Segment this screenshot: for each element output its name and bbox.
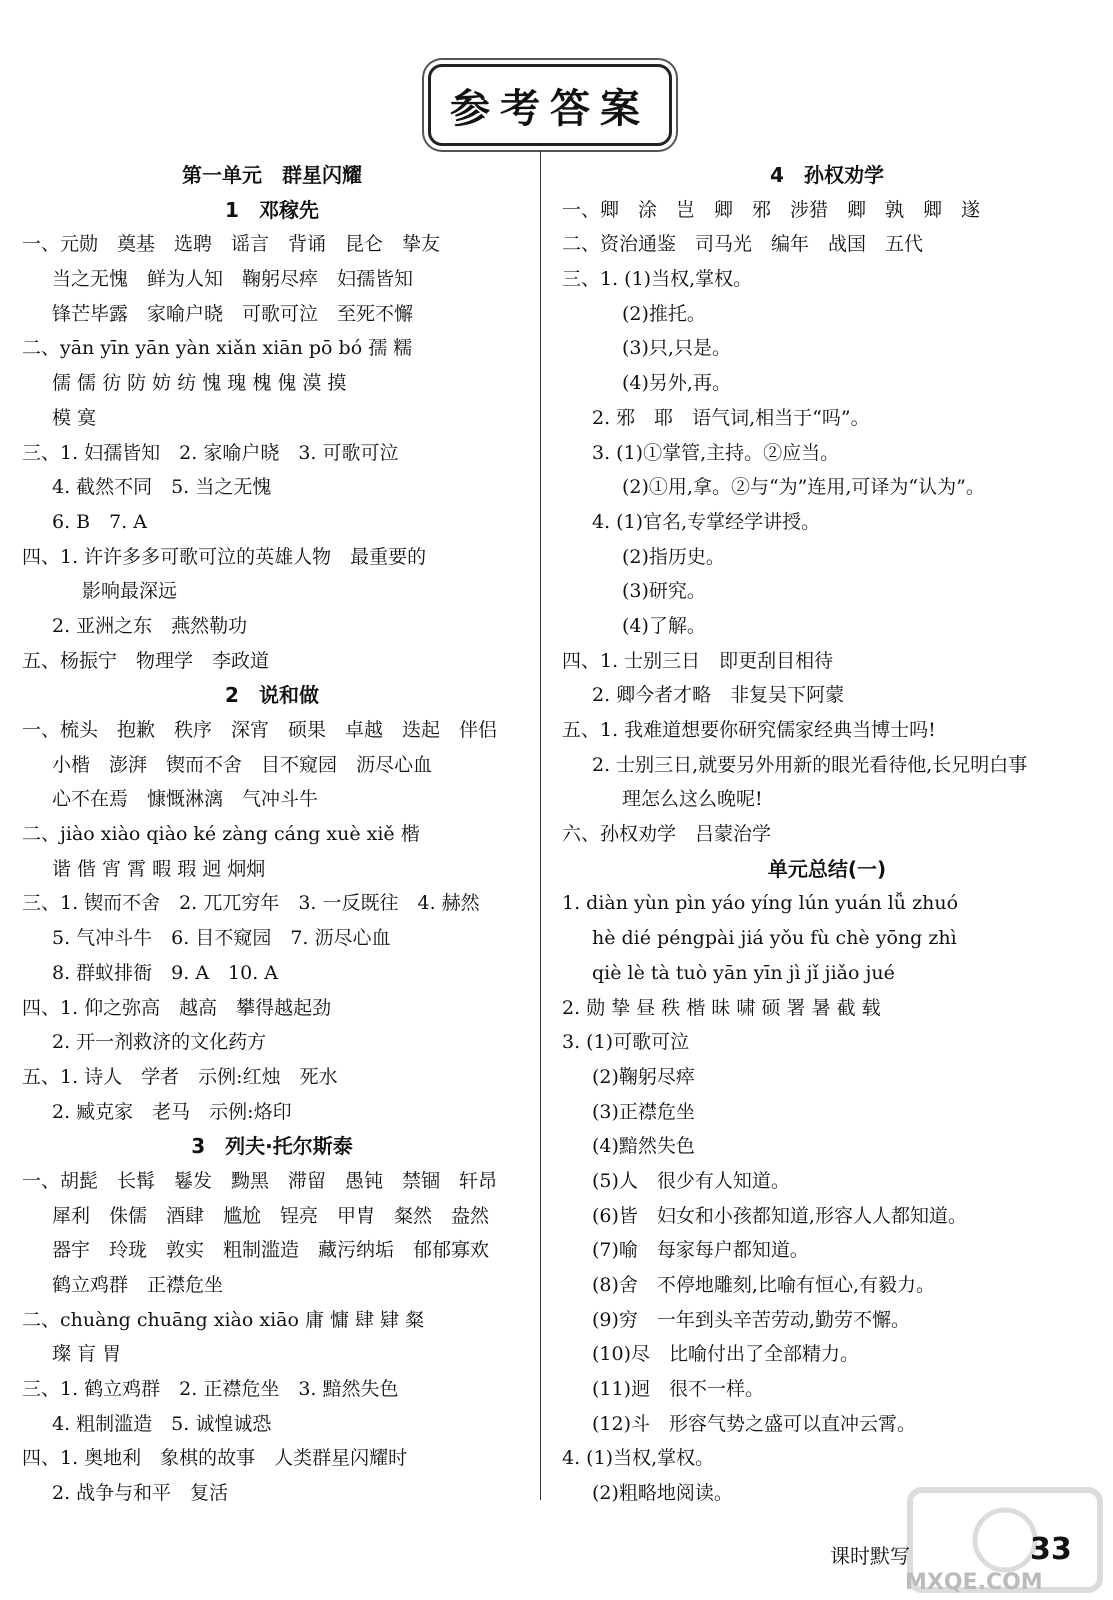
answer-line: 2. 臧克家 老马 示例:烙印	[52, 1100, 292, 1123]
answer-line: qiè lè tà tuò yān yīn jì jǐ jiǎo jué	[592, 961, 895, 984]
answer-line: 2. 勋 挚 昼 秩 楷 昧 啸 硕 署 暑 截 载	[562, 996, 881, 1019]
answer-line: 六、孙权劝学 吕蒙治学	[562, 823, 772, 846]
answer-line: 2. 战争与和平 复活	[52, 1482, 229, 1505]
answer-line: (3)只,只是。	[622, 337, 731, 360]
answer-line: (11)迥 很不一样。	[592, 1378, 765, 1401]
answer-line: 2. 亚洲之东 燕然勒功	[52, 614, 248, 637]
answer-line: 3. (1)可歌可泣	[562, 1031, 690, 1054]
answer-line: (4)了解。	[622, 614, 706, 637]
answer-line: 6. B 7. A	[52, 510, 148, 533]
answer-line: (7)喻 每家每户都知道。	[592, 1239, 809, 1262]
answer-line: 3. (1)①掌管,主持。②应当。	[592, 441, 840, 464]
answer-line: (2)粗略地阅读。	[592, 1482, 733, 1505]
answer-line: (3)正襟危坐	[592, 1100, 695, 1123]
answer-line: 当之无愧 鲜为人知 鞠躬尽瘁 妇孺皆知	[52, 268, 414, 291]
answer-line: (4)另外,再。	[622, 372, 731, 395]
section-heading: 第一单元 群星闪耀	[182, 163, 362, 187]
answer-line: (6)皆 妇女和小孩都知道,形容人人都知道。	[592, 1204, 967, 1227]
answer-line: 2. 开一剂救济的文化药方	[52, 1031, 267, 1054]
answer-line: 4. 截然不同 5. 当之无愧	[52, 476, 272, 499]
answer-line: 五、杨振宁 物理学 李政道	[22, 649, 270, 672]
answer-line: 五、1. 诗人 学者 示例:红烛 死水	[22, 1065, 338, 1088]
page-number: 33	[1030, 1532, 1072, 1567]
answer-line: 二、chuàng chuāng xiào xiāo 庸 慵 肆 肄 粲	[22, 1308, 425, 1331]
section-heading: 2 说和做	[225, 683, 319, 708]
watermark-text: MXQE.COM	[905, 1570, 1043, 1595]
answer-line: 器宇 玲珑 敦实 粗制滥造 藏污纳垢 郁郁寡欢	[52, 1239, 490, 1262]
answer-line: 2. 邪 耶 语气词,相当于“吗”。	[592, 406, 870, 429]
answer-line: 四、1. 许许多多可歌可泣的英雄人物 最重要的	[22, 545, 427, 568]
answer-line: 理怎么这么晚呢!	[622, 788, 763, 811]
answer-line: (8)舍 不停地雕刻,比喻有恒心,有毅力。	[592, 1274, 935, 1296]
answer-line: 儒 儒 彷 防 妨 纺 愧 瑰 槐 傀 漠 摸	[52, 372, 347, 395]
answer-line: 四、1. 仰之弥高 越高 攀得越起劲	[22, 996, 332, 1019]
answer-line: (12)斗 形容气势之盛可以直冲云霄。	[592, 1412, 917, 1435]
answer-line: 4. (1)官名,专掌经学讲授。	[592, 510, 821, 533]
answer-line: 4. (1)当权,掌权。	[562, 1447, 715, 1470]
answer-line: 一、卿 涂 岂 卿 邪 涉猎 卿 孰 卿 遂	[562, 198, 981, 221]
section-heading: 1 邓稼先	[225, 197, 319, 222]
answer-line: 璨 肓 胃	[52, 1343, 122, 1366]
answer-line: 8. 群蚁排衙 9. A 10. A	[52, 961, 279, 984]
answer-line: 一、梳头 抱歉 秩序 深宵 硕果 卓越 迭起 伴侣	[22, 719, 498, 741]
answer-line: 三、1. 妇孺皆知 2. 家喻户晓 3. 可歌可泣	[22, 441, 399, 464]
answer-line: (2)鞠躬尽瘁	[592, 1065, 695, 1088]
answer-line: 5. 气冲斗牛 6. 目不窥园 7. 沥尽心血	[52, 927, 391, 950]
answer-line: 二、资治通鉴 司马光 编年 战国 五代	[562, 233, 924, 256]
answer-line: (4)黯然失色	[592, 1135, 695, 1158]
answer-line: 2. 卿今者才略 非复吴下阿蒙	[592, 684, 845, 707]
answer-line: 四、1. 奥地利 象棋的故事 人类群星闪耀时	[22, 1447, 408, 1470]
answer-line: (2)推托。	[622, 302, 706, 325]
page-title-box	[428, 64, 672, 146]
answer-line: 四、1. 士别三日 即更刮目相待	[562, 649, 834, 672]
answer-line: 1. diàn yùn pìn yáo yíng lún yuán lǚ zhuó	[562, 892, 959, 915]
answer-line: 三、1. 鹤立鸡群 2. 正襟危坐 3. 黯然失色	[22, 1378, 399, 1401]
answer-line: (5)人 很少有人知道。	[592, 1169, 790, 1192]
answer-line: 五、1. 我难道想要你研究儒家经典当博士吗!	[562, 719, 936, 741]
answer-line: 4. 粗制滥造 5. 诚惶诚恐	[52, 1412, 272, 1435]
answer-line: 一、元勋 奠基 选聘 谣言 背诵 昆仑 挚友	[22, 233, 441, 256]
answer-line: 影响最深远	[82, 580, 178, 603]
answer-line: 模 寞	[52, 406, 97, 429]
answer-line: hè dié péngpài jiá yǒu fù chè yōng zhì	[592, 927, 957, 950]
footer-label: 课时默写	[830, 1544, 910, 1568]
section-heading: 3 列夫·托尔斯泰	[191, 1134, 353, 1159]
answer-line: 三、1. (1)当权,掌权。	[562, 268, 753, 291]
answer-line: 锋芒毕露 家喻户晓 可歌可泣 至死不懈	[52, 302, 414, 325]
answer-line: 一、胡髭 长髯 鬈发 黝黑 滞留 愚钝 禁锢 轩昂	[22, 1169, 498, 1192]
answer-line: 谐 偕 宵 霄 暇 瑕 迥 炯炯	[52, 857, 266, 880]
answer-line: (10)尽 比喻付出了全部精力。	[592, 1343, 860, 1366]
answer-line: 鹤立鸡群 正襟危坐	[52, 1274, 224, 1296]
answer-line: (2)指历史。	[622, 545, 725, 568]
left-column	[22, 158, 522, 1511]
answer-line: 小楷 澎湃 锲而不舍 目不窥园 沥尽心血	[52, 753, 433, 776]
section-heading: 单元总结(一)	[767, 856, 887, 881]
answer-line: 2. 士别三日,就要另外用新的眼光看待他,长兄明白事	[592, 753, 1028, 776]
answer-line: 二、yān yīn yān yàn xiǎn xiān pō bó 孺 糯	[22, 337, 413, 360]
answer-line: 心不在焉 慷慨淋漓 气冲斗牛	[52, 788, 319, 811]
answer-line: 三、1. 锲而不舍 2. 兀兀穷年 3. 一反既往 4. 赫然	[22, 892, 480, 915]
answer-line: (9)穷 一年到头辛苦劳动,勤劳不懈。	[592, 1308, 910, 1331]
answer-line: (2)①用,拿。②与“为”连用,可译为“认为”。	[622, 476, 985, 499]
column-divider	[540, 150, 541, 1500]
answer-line: (3)研究。	[622, 580, 706, 603]
answer-line: 犀利 侏儒 酒肆 尴尬 锃亮 甲胄 粲然 盎然	[52, 1204, 490, 1227]
page-title: 参考答案	[450, 85, 650, 132]
answer-line: 二、jiào xiào qiào ké zàng cáng xuè xiě 楷	[22, 823, 420, 846]
right-column	[562, 158, 1092, 1511]
section-heading: 4 孙权劝学	[770, 163, 884, 187]
